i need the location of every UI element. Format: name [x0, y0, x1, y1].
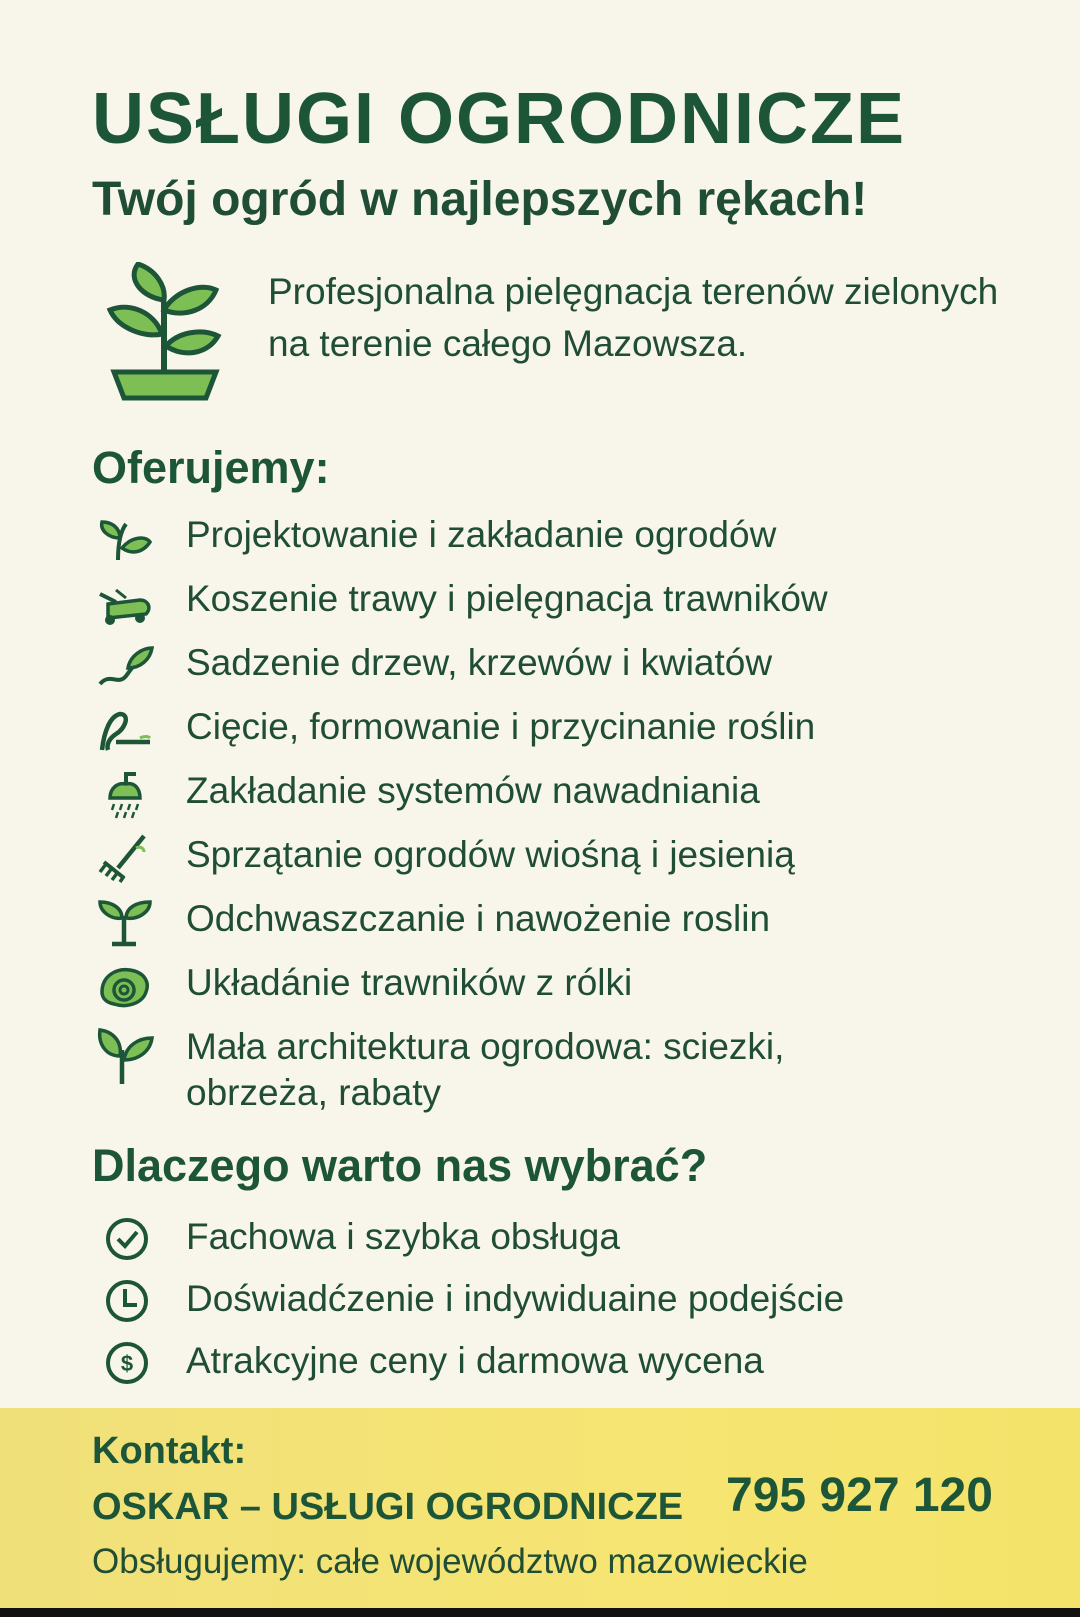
company-name: OSKAR – USŁUGI OGRODNICZE [92, 1486, 684, 1528]
service-area: Obsługujemy: całe województwo mazowieckie [92, 1542, 808, 1581]
planting-icon [96, 642, 154, 692]
phone-number[interactable]: 795 927 120 [726, 1469, 993, 1522]
contact-footer [0, 1408, 1080, 1617]
page-title: USŁUGI OGRODNICZE [92, 79, 907, 159]
bottom-edge [0, 1608, 1080, 1617]
why-label: Doświadćzenie i indywiduaine podejście [186, 1278, 845, 1319]
offer-label: Sprzątanie ogrodów wiośną i jesienią [186, 834, 795, 875]
intro-text: Profesjonalna pielęgnacja terenów zielonych na terenie całego Mazowsza. [268, 271, 999, 364]
why-heading: Dlaczego warto nas wybrać? [92, 1140, 708, 1191]
offers-heading: Oferujemy: [92, 442, 330, 493]
offer-label: Zakładanie systemów nawadniania [186, 770, 760, 811]
dollar-circle-icon [104, 1340, 150, 1386]
pruning-icon [96, 706, 154, 756]
seedling-icon [96, 898, 154, 948]
check-circle-icon [104, 1216, 150, 1262]
offer-label: Mała architektura ogrodowa: sciezki, obrzeża, rabaty [186, 1026, 785, 1113]
sprinkler-icon [96, 770, 154, 820]
lawn-mower-icon [96, 578, 154, 628]
page-subtitle: Twój ogród w najlepszych rękach! [92, 173, 868, 226]
potted-plant-icon [104, 262, 226, 410]
contact-label: Kontakt: [92, 1430, 247, 1472]
why-label: Atrakcyjne ceny i darmowa wycena [186, 1340, 764, 1381]
rake-icon [96, 834, 154, 884]
sprout-icon [96, 514, 154, 564]
why-label: Fachowa i szybka obsługa [186, 1216, 620, 1257]
offer-label: Cięcie, formowanie i przycinanie roślin [186, 706, 816, 747]
offer-label: Sadzenie drzew, krzewów i kwiatów [186, 642, 773, 683]
offer-label: Odchwaszczanie i nawożenie roslin [186, 898, 771, 939]
clock-icon [104, 1278, 150, 1324]
leaf-icon [96, 1026, 154, 1086]
svg-text:$: $ [120, 1351, 134, 1376]
offer-label: Koszenie trawy i pielęgnacja trawników [186, 578, 828, 619]
turf-roll-icon [96, 962, 154, 1012]
offer-label: Układánie trawników z rólki [186, 962, 633, 1003]
offer-label: Projektowanie i zakładanie ogrodów [186, 514, 777, 555]
